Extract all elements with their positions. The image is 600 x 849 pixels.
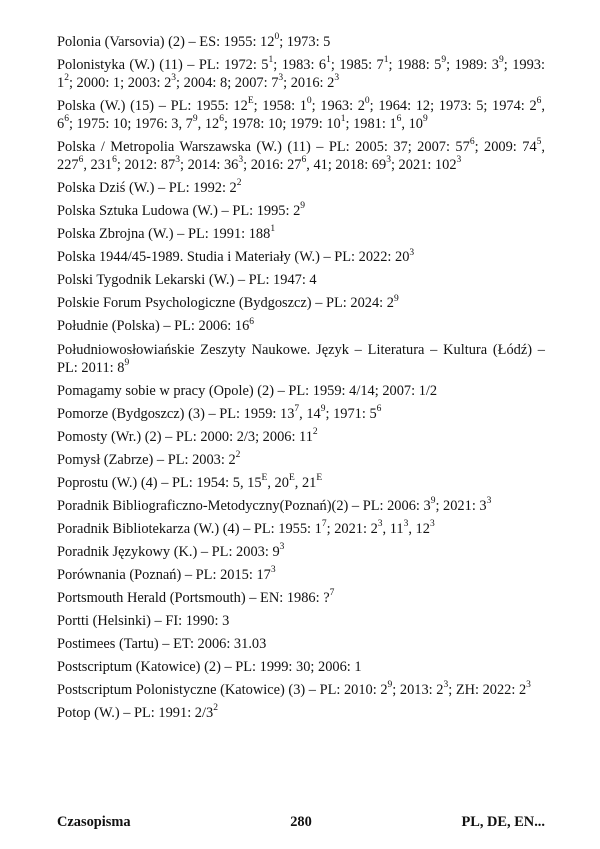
entry-text: ; 1973: 5 xyxy=(279,34,331,50)
entry-text: ; 2000: 1; 2003: 2 xyxy=(68,75,172,92)
superscript-note: 1 xyxy=(340,114,346,125)
entry-text: , 41; 2018: 69 xyxy=(306,157,387,174)
superscript-note: 9 xyxy=(499,55,504,66)
entry-text: ; 1981: 1 xyxy=(345,116,397,133)
entry-text: Polska (W.) (15) – PL: 1955: 12 xyxy=(57,98,248,115)
entry-text: , 20 xyxy=(267,474,289,491)
entry-text: , 231 xyxy=(83,157,113,174)
superscript-note: 9 xyxy=(300,201,306,212)
superscript-note: 9 xyxy=(422,114,428,125)
superscript-note: 9 xyxy=(320,403,326,414)
footer-languages: PL, DE, EN... xyxy=(461,814,545,830)
entry-text: ; 2021: 2 xyxy=(326,520,378,537)
journal-entry xyxy=(57,474,545,492)
superscript-note: 9 xyxy=(192,114,198,125)
entry-text: Pomorze (Bydgoszcz) (3) – PL: 1959: 13 xyxy=(57,405,295,422)
entry-text: Potop (W.) – PL: 1991: 2/3 xyxy=(57,705,214,722)
entry-text: Polski Tygodnik Lekarski (W.) – PL: 1947: 4 xyxy=(57,272,317,289)
entry-text: Polska Zbrojna (W.) – PL: 1991: 188 xyxy=(57,226,271,243)
entry-text: ; 1963: 2 xyxy=(311,98,365,115)
journal-entry xyxy=(57,179,545,197)
superscript-note: 3 xyxy=(443,680,449,691)
journal-entry xyxy=(57,704,545,722)
journal-index-list xyxy=(57,33,545,727)
journal-entry xyxy=(57,681,545,699)
entry-text: , 10 xyxy=(401,116,423,133)
superscript-note: 6 xyxy=(64,114,69,125)
journal-entry xyxy=(57,33,545,51)
journal-entry xyxy=(57,317,545,335)
entry-text: Postscriptum (Katowice) (2) – PL: 1999: 30; 2006: 1 xyxy=(57,659,362,676)
entry-text: , 227 xyxy=(57,139,545,174)
superscript-note: 6 xyxy=(219,114,224,125)
superscript-note: 3 xyxy=(403,519,409,530)
journal-entry xyxy=(57,294,545,312)
superscript-note: 6 xyxy=(78,155,84,166)
superscript-note: 3 xyxy=(175,155,180,166)
superscript-note: 6 xyxy=(469,137,475,148)
superscript-note: 7 xyxy=(321,519,327,530)
superscript-note: 3 xyxy=(526,680,531,691)
superscript-note: 3 xyxy=(238,155,244,166)
superscript-note: 6 xyxy=(536,96,542,107)
journal-entry xyxy=(57,271,545,289)
entry-text: ; 1971: 5 xyxy=(325,405,377,422)
journal-entry xyxy=(57,451,545,469)
superscript-note: 9 xyxy=(387,680,393,691)
superscript-note: 9 xyxy=(430,496,436,506)
superscript-note: 3 xyxy=(270,565,276,576)
superscript-note: 9 xyxy=(393,293,399,304)
entry-text: Polonia (Varsovia) (2) – ES: 1955: 12 xyxy=(57,34,275,50)
entry-text: Polska / Metropolia Warszawska (W.) (11) – PL: 2005: 37; 2007: 57 xyxy=(57,139,470,156)
journal-entry xyxy=(57,520,545,538)
entry-text: ; 2016: 27 xyxy=(243,157,302,174)
journal-entry xyxy=(57,566,545,584)
entry-text: Postscriptum Polonistyczne (Katowice) (3) – PL: 2010: 2 xyxy=(57,682,388,699)
entry-text: Poradnik Językowy (K.) – PL: 2003: 9 xyxy=(57,543,280,560)
superscript-note: 3 xyxy=(334,73,340,84)
entry-text: , 21 xyxy=(294,474,317,491)
superscript-note: E xyxy=(261,472,268,483)
entry-text: ; 1988: 5 xyxy=(388,57,442,74)
entry-text: Polska 1944/45-1989. Studia i Materiały (W.) – PL: 2022: 20 xyxy=(57,249,410,266)
superscript-note: 7 xyxy=(329,588,335,599)
journal-entry xyxy=(57,56,545,92)
superscript-note: 6 xyxy=(396,114,402,125)
entry-text: ; ZH: 2022: 2 xyxy=(448,682,527,699)
entry-text: ; 2013: 2 xyxy=(392,682,444,699)
entry-text: Porównania (Poznań) – PL: 2015: 17 xyxy=(57,566,271,583)
entry-text: ; 2012: 87 xyxy=(116,157,176,174)
journal-entry xyxy=(57,202,545,220)
journal-entry xyxy=(57,341,545,377)
entry-text: Pomysł (Zabrze) – PL: 2003: 2 xyxy=(57,451,236,468)
superscript-note: E xyxy=(316,472,323,483)
entry-text: Polska Dziś (W.) – PL: 1992: 2 xyxy=(57,180,237,197)
entry-text: ; 2009: 74 xyxy=(474,139,537,156)
superscript-note: 3 xyxy=(377,519,383,530)
entry-text: ; 1985: 7 xyxy=(330,57,384,74)
superscript-note: 0 xyxy=(274,32,280,43)
superscript-note: E xyxy=(288,472,295,483)
superscript-note: 2 xyxy=(235,449,241,460)
entry-text: , 12 xyxy=(408,520,430,537)
entry-text: ; 1993: 1 xyxy=(57,57,545,92)
superscript-note: 3 xyxy=(386,155,391,166)
journal-entry xyxy=(57,225,545,243)
journal-entry xyxy=(57,635,545,653)
superscript-note: E xyxy=(247,96,254,107)
entry-text: Portsmouth Herald (Portsmouth) – EN: 1986: ? xyxy=(57,589,330,606)
superscript-note: 3 xyxy=(278,73,284,84)
superscript-note: 3 xyxy=(486,496,492,506)
superscript-note: 6 xyxy=(249,316,255,327)
entry-text: ; 2021: 102 xyxy=(390,157,457,174)
entry-text: Poradnik Bibliograficzno-Metodyczny(Poznań)(2) – PL: 2006: 3 xyxy=(57,497,431,514)
journal-entry xyxy=(57,543,545,561)
superscript-note: 6 xyxy=(376,403,382,414)
entry-text: Południowosłowiańskie Zeszyty Naukowe. Język – Literatura – Kultura (Łódź) – PL: 2011: 8 xyxy=(57,341,545,376)
entry-text: Polskie Forum Psychologiczne (Bydgoszcz) – PL: 2024: 2 xyxy=(57,295,394,312)
superscript-note: 6 xyxy=(112,155,117,166)
journal-entry xyxy=(57,405,545,423)
entry-text: , 6 xyxy=(57,98,546,133)
entry-text: , 14 xyxy=(299,405,321,422)
superscript-note: 1 xyxy=(270,224,276,235)
entry-text: Poradnik Bibliotekarza (W.) (4) – PL: 1955: 1 xyxy=(57,520,322,537)
entry-text: ; 1964: 12; 1973: 5; 1974: 2 xyxy=(369,98,537,115)
superscript-note: 3 xyxy=(429,519,435,530)
superscript-note: 3 xyxy=(409,247,415,258)
journal-entry xyxy=(57,428,545,446)
entry-text: ; 1975: 10; 1976: 3, 7 xyxy=(68,116,193,133)
entry-text: , 11 xyxy=(382,520,404,537)
entry-text: , 12 xyxy=(197,116,220,133)
entry-text: ; 1989: 3 xyxy=(446,57,499,74)
entry-text: ; 2014: 36 xyxy=(180,157,239,174)
entry-text: Poprostu (W.) (4) – PL: 1954: 5, 15 xyxy=(57,474,262,491)
entry-text: ; 1958: 1 xyxy=(253,98,307,115)
superscript-note: 5 xyxy=(536,137,542,148)
superscript-note: 6 xyxy=(301,155,307,166)
journal-entry xyxy=(57,497,545,515)
entry-text: ; 2021: 3 xyxy=(435,497,487,514)
superscript-note: 2 xyxy=(213,703,218,714)
superscript-note: 9 xyxy=(124,357,130,368)
journal-entry xyxy=(57,97,545,133)
superscript-note: 1 xyxy=(383,55,389,66)
entry-text: Pomosty (Wr.) (2) – PL: 2000: 2/3; 2006: 11 xyxy=(57,428,313,445)
journal-entry xyxy=(57,612,545,630)
entry-text: ; 2016: 2 xyxy=(283,75,335,92)
journal-entry xyxy=(57,248,545,266)
entry-text: ; 1978: 10; 1979: 10 xyxy=(223,116,341,133)
superscript-note: 2 xyxy=(236,178,242,189)
journal-entry xyxy=(57,382,545,400)
superscript-note: 2 xyxy=(64,73,69,84)
superscript-note: 1 xyxy=(326,55,331,66)
superscript-note: 9 xyxy=(441,55,447,66)
entry-text: Polska Sztuka Ludowa (W.) – PL: 1995: 2 xyxy=(57,203,301,220)
superscript-note: 3 xyxy=(456,155,462,166)
page-number: 280 xyxy=(290,814,312,830)
superscript-note: 7 xyxy=(294,403,300,414)
entry-text: ; 1983: 6 xyxy=(273,57,327,74)
page-footer xyxy=(57,814,545,834)
journal-entry xyxy=(57,658,545,676)
superscript-note: 3 xyxy=(171,73,177,84)
journal-entry xyxy=(57,138,545,174)
entry-text: Polonistyka (W.) (11) – PL: 1972: 5 xyxy=(57,57,269,74)
entry-text: ; 2004: 8; 2007: 7 xyxy=(176,75,279,92)
entry-text: Pomagamy sobie w pracy (Opole) (2) – PL: 1959: 4/14; 2007: 1/2 xyxy=(57,382,438,399)
entry-text: Południe (Polska) – PL: 2006: 16 xyxy=(57,318,250,335)
entry-text: Portti (Helsinki) – FI: 1990: 3 xyxy=(57,613,230,630)
superscript-note: 0 xyxy=(306,96,312,107)
journal-entry xyxy=(57,589,545,607)
superscript-note: 1 xyxy=(268,55,274,66)
footer-section-title: Czasopisma xyxy=(57,814,131,830)
superscript-note: 2 xyxy=(312,426,318,437)
entry-text: Postimees (Tartu) – ET: 2006: 31.03 xyxy=(57,636,267,653)
superscript-note: 3 xyxy=(279,542,285,553)
superscript-note: 0 xyxy=(364,96,370,107)
